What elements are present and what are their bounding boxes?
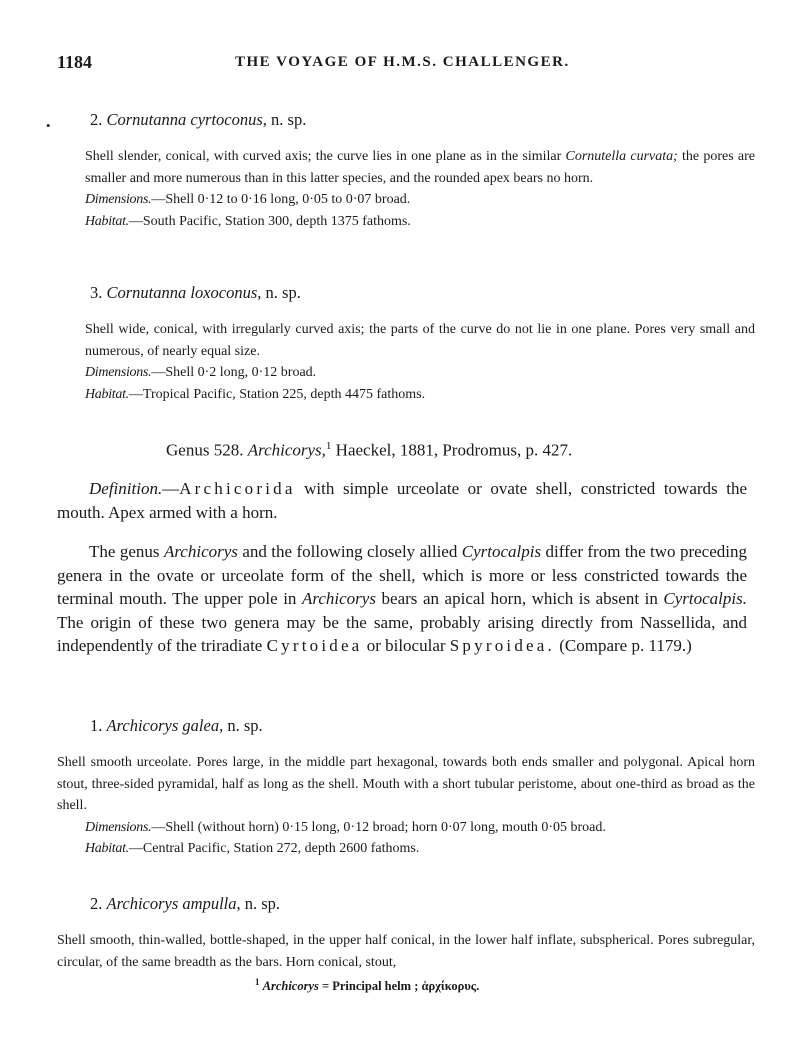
species-heading-galea — [90, 716, 263, 736]
habitat: Habitat.—Central Pacific, Station 272, depth 2600 fathoms. — [85, 841, 420, 856]
habitat: Habitat.—South Pacific, Station 300, depth 1375 fathoms. — [85, 213, 411, 229]
margin-dot: • — [46, 118, 51, 133]
greek-etymology: ἀρχίκορυς. — [421, 979, 480, 994]
species-body-ampulla — [57, 930, 755, 973]
page-header — [57, 52, 755, 76]
page-number: 1184 — [57, 52, 93, 72]
species-heading-loxoconus — [90, 283, 301, 303]
description: Shell slender, conical, with curved axis; the curve lies in one plane as in the similar Cornutella curvata; the pores are smaller and more numerous than in this latter species, and the rounded apex bears no horn. — [85, 149, 755, 186]
species-number: 1. — [90, 716, 103, 735]
species-heading-ampulla — [90, 894, 280, 914]
genus-discussion: The genus Archicorys and the following closely allied Cyrtocalpis differ from the two preceding genera in the ovate or urceolate form of the shell, which is more or less constricted towards the terminal mouth. The upper pole in Archicorys bears an apical horn, which is absent in Cyrtocalpis. The origin of these two genera may be the same, probably arising directly from Nassellida, and independently of the triradiate Cyrtoidea or bilocular Spyroidea. (Compare p. 1179.) — [57, 542, 747, 656]
species-suffix: , n. sp. — [257, 283, 301, 302]
species-body-galea — [57, 752, 755, 860]
species-number: 2. — [90, 894, 103, 913]
dimensions: Dimensions.—Shell 0·2 long, 0·12 broad. — [85, 365, 317, 380]
running-head: THE VOYAGE OF H.M.S. CHALLENGER. — [235, 54, 570, 70]
footnote: $^1$ Archicorys = Principal helm ; ἀρχίκορυς. — [255, 977, 480, 994]
species-suffix: , n. sp. — [236, 894, 281, 913]
species-name: Cornutanna loxoconus — [106, 283, 258, 302]
species-suffix: , n. sp. — [262, 110, 307, 129]
species-name: Archicorys ampulla — [106, 894, 237, 913]
species-name: Cornutanna cyrtoconus — [106, 110, 263, 129]
group-name: Archicorida — [179, 479, 296, 498]
species-body-loxoconus — [57, 319, 755, 405]
species-name: Archicorys galea — [106, 716, 220, 735]
description: Shell wide, conical, with irregularly curved axis; the parts of the curve do not lie in one plane. Pores very small and numerous, of nearly equal size. — [85, 322, 755, 359]
description: Shell smooth urceolate. Pores large, in the middle part hexagonal, towards both ends smaller and polygonal. Apical horn stout, three-sided pyramidal, half as long as the shell. Mouth with a short tubular peristome, about one-third as broad as the shell. — [57, 755, 755, 813]
description: Shell smooth, thin-walled, bottle-shaped, in the upper half conical, in the lower half inflate, subspherical. Pores subregular, circular, of the same breadth as the bars. Horn conical, stout, — [57, 933, 755, 970]
species-number: 2. — [90, 110, 103, 129]
genus-definition: Definition.—Archicorida with simple urceolate or ovate shell, constricted towards the mouth. Apex armed with a horn. — [57, 479, 747, 522]
species-heading-cyrtoconus — [90, 110, 306, 130]
footnote-mark: 1 — [325, 440, 332, 452]
genus-heading: Genus 528. Archicorys,$^1$ Haeckel, 1881, Prodromus, p. 427. — [166, 440, 573, 460]
species-body-cyrtoconus — [57, 146, 755, 232]
habitat: Habitat.—Tropical Pacific, Station 225, depth 4475 fathoms. — [85, 386, 426, 402]
dimensions: Dimensions.—Shell 0·12 to 0·16 long, 0·05 to 0·07 broad. — [85, 192, 411, 207]
species-suffix: , n. sp. — [219, 716, 263, 735]
species-number: 3. — [90, 283, 103, 302]
reference-species: Cornutella curvata; — [565, 149, 678, 164]
genus-name: Archicorys, — [247, 440, 326, 460]
definition-label: Definition. — [89, 479, 163, 498]
dimensions: Dimensions.—Shell (without horn) 0·15 long, 0·12 broad; horn 0·07 long, mouth 0·05 broad. — [85, 819, 606, 835]
